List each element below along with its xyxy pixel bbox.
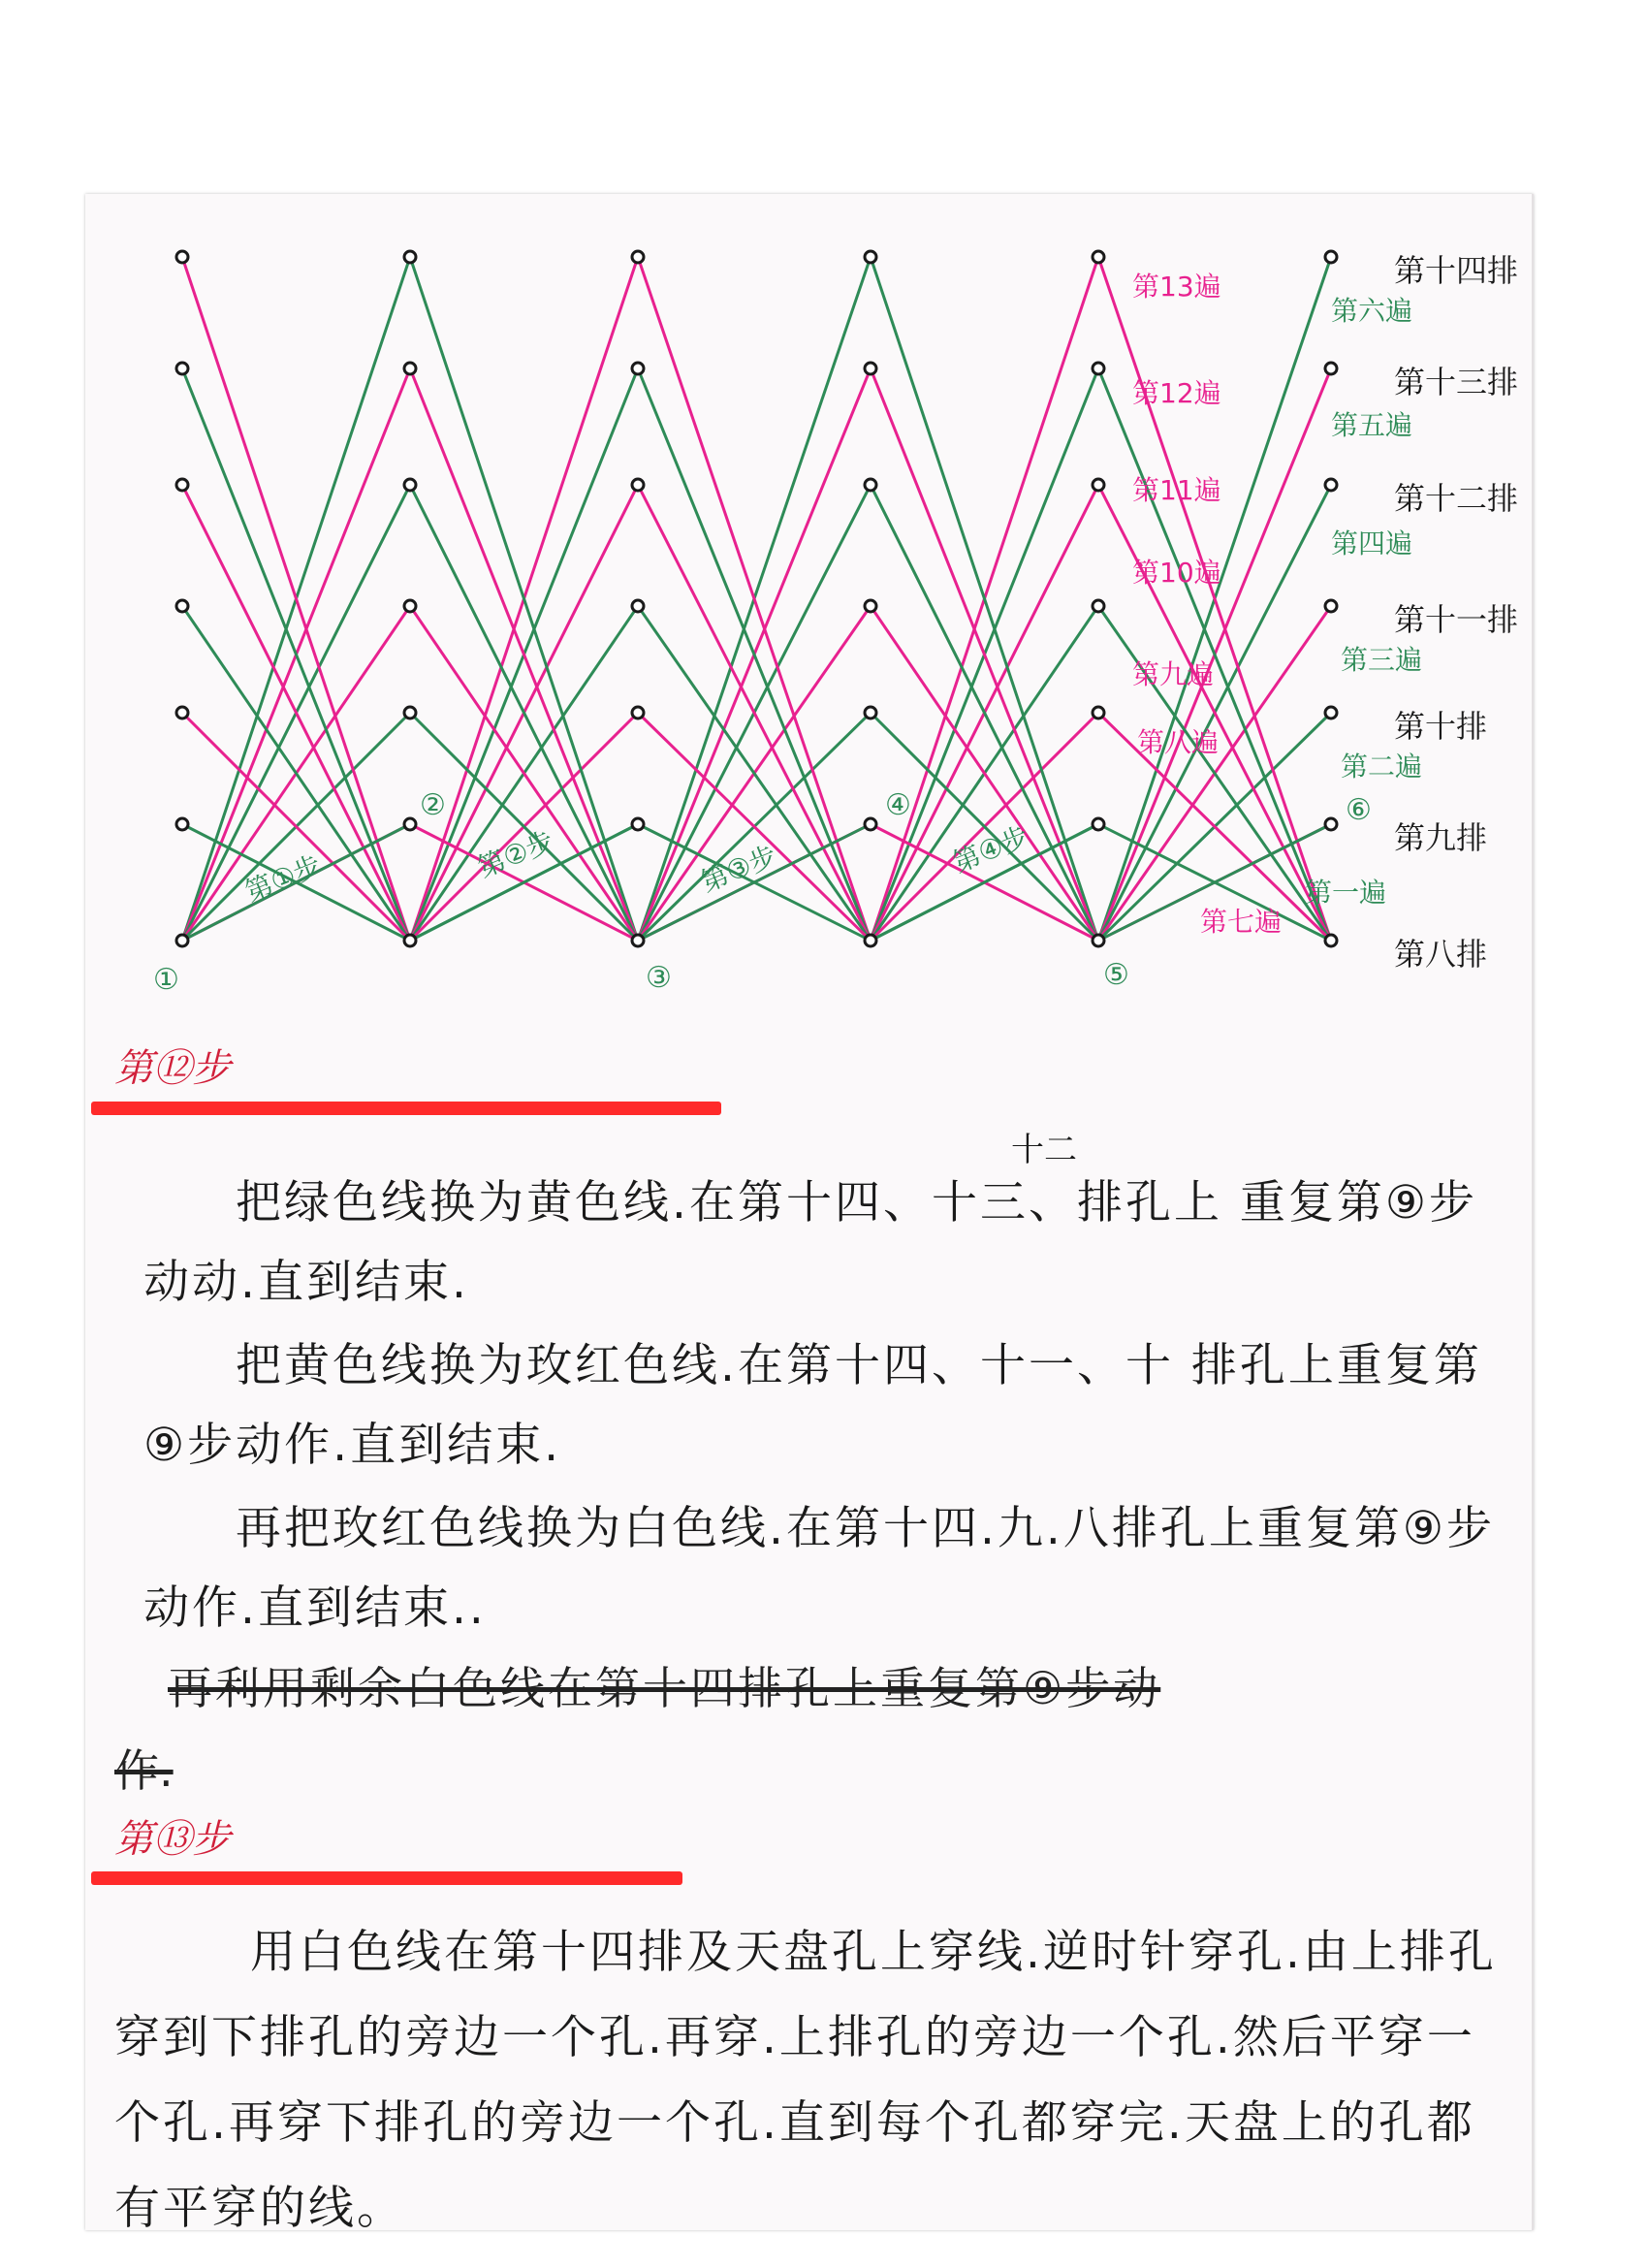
hole (865, 600, 876, 612)
hole (865, 251, 876, 263)
struck-out-line: 再利用剩余白色线在第十四排孔上重复第⑨步动 (168, 1662, 1161, 1714)
hole-number: ② (420, 788, 446, 822)
hole (632, 707, 644, 719)
hole (176, 251, 188, 263)
step-label: 第②步 (473, 824, 558, 884)
paragraph-text: 用白色线在第十四排及天盘孔上穿线.逆时针穿孔.由上排孔穿到下排孔的旁边一个孔.再穿.上排孔的旁边一个孔.然后平穿一个孔.再穿下排孔的旁边一个孔.直到每个孔都穿完.天盘上的孔都有平穿的线。 (114, 1926, 1497, 2235)
threading-diagram (85, 194, 1532, 1028)
hole (1093, 363, 1104, 374)
hole (176, 479, 188, 491)
row-label: 第十三排 (1394, 364, 1519, 400)
paragraph-text: 把黄色线换为玫红色线.在第十四、十一、十 排孔上重复第⑨步动作.直到结束. (143, 1339, 1482, 1472)
paragraph-text: 把绿色线换为黄色线.在第十四、十三、排孔上 重复第⑨步动动.直到结束. (143, 1176, 1478, 1309)
hole (865, 707, 876, 719)
hole-number: ③ (646, 961, 672, 995)
hole (404, 600, 416, 612)
hole (1325, 935, 1337, 946)
hole (865, 818, 876, 830)
hole (1093, 707, 1104, 719)
hole (404, 707, 416, 719)
hole (1093, 251, 1104, 263)
pass-label: 第二遍 (1341, 751, 1423, 783)
pass-label: 第13遍 (1132, 271, 1221, 303)
hole (404, 363, 416, 374)
hole (865, 363, 876, 374)
row-label: 第九排 (1394, 819, 1488, 856)
step-12-paragraph-3 (143, 1489, 1520, 1648)
hole (176, 363, 188, 374)
step-12-heading: 第⑫步 (114, 1046, 231, 1091)
hole (632, 600, 644, 612)
step-12-paragraph-1 (143, 1164, 1520, 1323)
insertion-note: 十二 (1011, 1131, 1077, 1169)
row-label: 第十四排 (1394, 252, 1519, 289)
hole (1325, 707, 1337, 719)
hole (404, 935, 416, 946)
hole (176, 818, 188, 830)
hole-number: ① (153, 963, 179, 997)
red-underline (91, 1871, 682, 1885)
hole (176, 600, 188, 612)
row-label: 第十二排 (1394, 480, 1519, 517)
hole (1093, 818, 1104, 830)
step-label: 第④步 (948, 819, 1033, 879)
hole (1093, 600, 1104, 612)
pass-label: 第一遍 (1305, 877, 1387, 909)
pass-label: 第九遍 (1132, 658, 1215, 690)
hole (1325, 363, 1337, 374)
hole (1325, 251, 1337, 263)
hole (865, 479, 876, 491)
pass-label: 第三遍 (1341, 644, 1423, 676)
hole (632, 363, 644, 374)
row-label: 第十一排 (1394, 601, 1519, 638)
hole-number: ⑤ (1103, 958, 1129, 992)
hole (632, 935, 644, 946)
pass-label: 第四遍 (1331, 527, 1413, 559)
pass-label: 第七遍 (1200, 906, 1283, 938)
hole-number: ④ (885, 788, 911, 822)
hole (1093, 479, 1104, 491)
hole (176, 935, 188, 946)
red-underline (91, 1102, 721, 1115)
pass-label: 第12遍 (1132, 377, 1221, 409)
hole (1325, 479, 1337, 491)
hole (1325, 600, 1337, 612)
pass-label: 第八遍 (1137, 726, 1220, 758)
paragraph-text: 再把玫红色线换为白色线.在第十四.九.八排孔上重复第⑨步动作.直到结束.. (143, 1502, 1495, 1635)
pass-label: 第六遍 (1331, 295, 1413, 327)
hole (632, 479, 644, 491)
step-label: 第①步 (240, 848, 326, 909)
hole (176, 707, 188, 719)
hole-number: ⑥ (1346, 793, 1372, 827)
hole (404, 251, 416, 263)
row-label: 第八排 (1394, 936, 1488, 973)
step-13-heading: 第⑬步 (114, 1817, 231, 1862)
hole (1325, 818, 1337, 830)
paper-sheet (85, 194, 1534, 2235)
pass-label: 第五遍 (1331, 409, 1413, 441)
row-label: 第十排 (1394, 708, 1488, 745)
hole (404, 818, 416, 830)
pass-label: 第11遍 (1132, 474, 1221, 506)
step-12-paragraph-2 (143, 1326, 1520, 1485)
struck-out-line-end: 作. (114, 1744, 174, 1797)
step-label: 第③步 (696, 839, 781, 899)
hole (632, 818, 644, 830)
hole (865, 935, 876, 946)
hole (632, 251, 644, 263)
hole (1093, 935, 1104, 946)
hole (404, 479, 416, 491)
pass-label: 第10遍 (1132, 557, 1221, 589)
step-13-paragraph (114, 1910, 1510, 2252)
